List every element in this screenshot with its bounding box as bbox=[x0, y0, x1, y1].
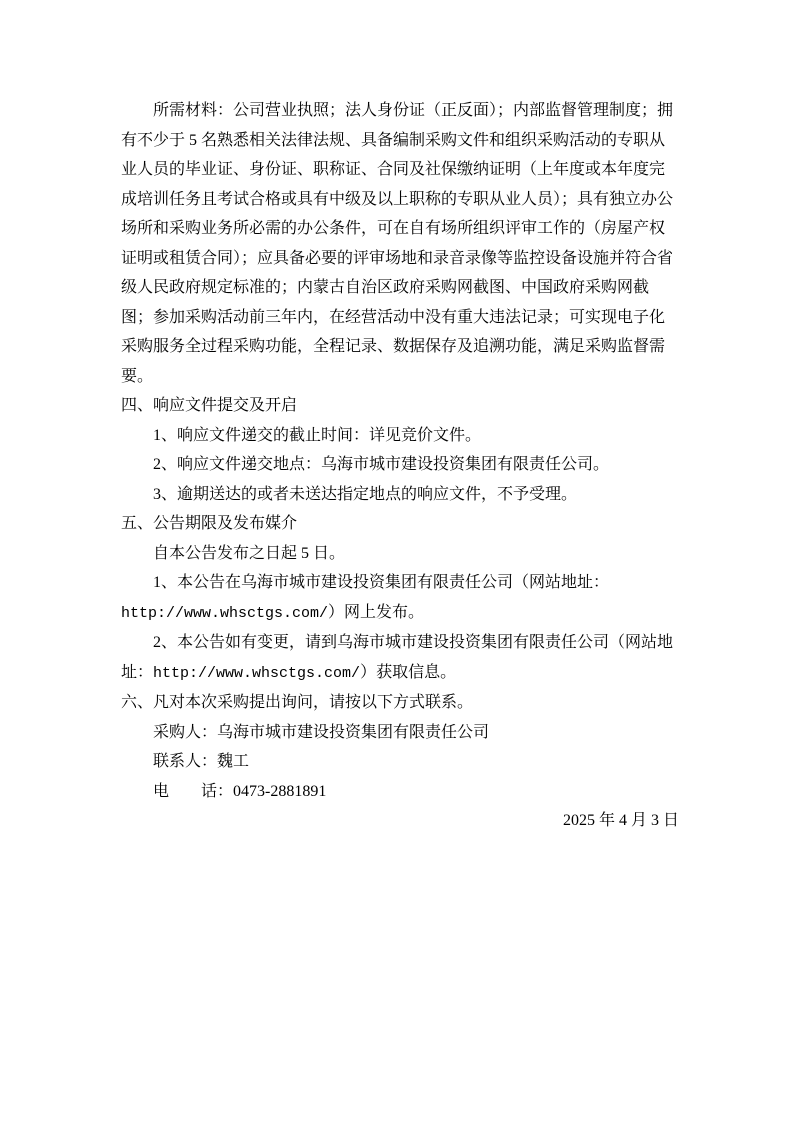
change-item-suffix: ）获取信息。 bbox=[360, 663, 457, 681]
contact-person-line: 联系人：魏工 bbox=[153, 753, 250, 770]
section-five-heading: 五、公告期限及发布媒介 bbox=[121, 515, 298, 532]
purchaser-line: 采购人：乌海市城市建设投资集团有限责任公司 bbox=[153, 723, 490, 741]
publish-item-suffix: ）网上发布。 bbox=[328, 603, 425, 621]
publish-item-url: http://www.whsctgs.com/ bbox=[121, 604, 329, 622]
document-content bbox=[121, 96, 679, 836]
materials-paragraph: 所需材料：公司营业执照；法人身份证（正反面）；内部监督管理制度；拥有不少于 5 名熟悉相关法律法规、具备编制采购文件和组织采购活动的专职从业人员的毕业证、身份证、职称证、合同及社保缴纳证明（上年度或本年度完成培训任务且考试合格或具有中级及以上职称的专职从业人员）；具有独立办公场所和采购业务所必需的办公条件，可在自有场所组织评审工作的（房屋产权证明或租赁合同）；应具备必要的评审场地和录音录像等监控设备设施并符合省级人民政府规定标准的；内蒙古自治区政府采购网截图、中国政府采购网截图；参加采购活动前三年内，在经营活动中没有重大违法记录；可实现电子化采购服务全过程采购功能，全程记录、数据保存及追溯功能，满足采购监督需要。 bbox=[121, 102, 674, 385]
announcement-duration-line: 自本公告发布之日起 5 日。 bbox=[153, 544, 346, 562]
section-four-heading: 四、响应文件提交及开启 bbox=[121, 397, 298, 414]
submission-location-item: 2、响应文件递交地点：乌海市城市建设投资集团有限责任公司。 bbox=[153, 456, 610, 473]
late-submission-item: 3、逾期送达的或者未送达指定地点的响应文件，不予受理。 bbox=[153, 485, 578, 503]
change-item-url: http://www.whsctgs.com/ bbox=[153, 664, 361, 682]
change-item-prefix: 2、本公告如有变更，请到乌海市城市建设投资集团有限责任公司（网站地址： bbox=[121, 634, 674, 681]
publish-item-prefix: 1、本公告在乌海市城市建设投资集团有限责任公司（网站地址： bbox=[153, 574, 610, 591]
date-line: 2025 年 4 月 3 日 bbox=[562, 812, 679, 829]
phone-line: 电 话：0473-2881891 bbox=[153, 782, 327, 800]
announcement-publish-item bbox=[121, 568, 679, 628]
deadline-item: 1、响应文件递交的截止时间：详见竞价文件。 bbox=[153, 426, 482, 444]
announcement-change-item bbox=[121, 628, 679, 688]
section-six-heading: 六、凡对本次采购提出询问，请按以下方式联系。 bbox=[121, 694, 474, 711]
